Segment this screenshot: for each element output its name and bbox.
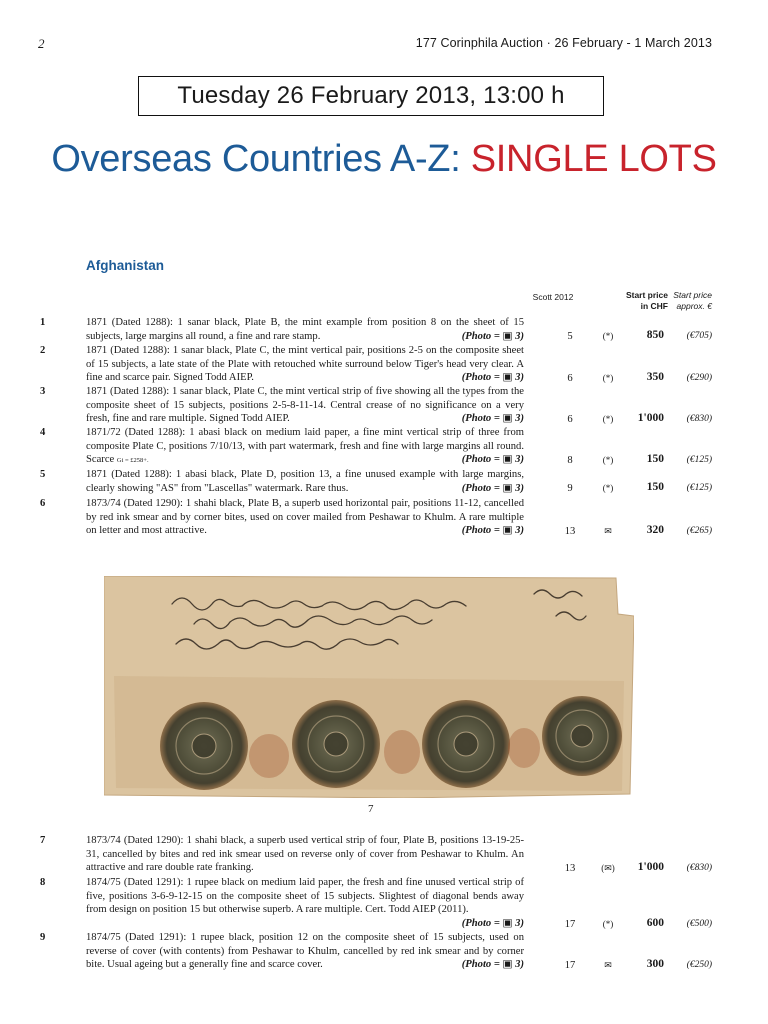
column-head-scott: Scott 2012: [532, 292, 574, 302]
lot-description: [86, 876, 524, 930]
start-price: 150: [646, 453, 664, 465]
photo-reference: (Photo = ▣ 3): [461, 482, 524, 494]
photo-reference: (Photo = ▣ 3): [461, 413, 524, 424]
lot-description: [86, 385, 524, 426]
lot-description: [86, 426, 524, 468]
start-price: 1'000: [637, 861, 664, 873]
photo-reference: (Photo = ▣ 3): [461, 454, 524, 465]
lot-description: [86, 931, 524, 972]
lot-text: 1874/75 (Dated 1291): 1 rupee black, position 12 on the composite sheet of 15 subjects, used on reverse of cover (with contents) from Peshawar to Khulm, cancelled by red ink smear and by corner bite. Usual ageing but a generally fine and scarce cover.: [86, 932, 524, 970]
title-part-single-lots: SINGLE LOTS: [470, 138, 717, 180]
figure-caption: 7: [368, 803, 374, 815]
approx-euro: (€265): [686, 526, 712, 536]
approx-label: Start price: [673, 290, 712, 300]
lot-description: [86, 497, 524, 538]
lot-number: 4: [40, 427, 46, 438]
scott-number: 17: [564, 919, 576, 930]
start-price-unit: in CHF: [640, 301, 668, 311]
lot-description: [86, 316, 524, 343]
envelope-icon: ✉: [604, 960, 612, 970]
approx-euro: (€500): [686, 919, 712, 929]
scott-number: 9: [567, 483, 573, 494]
scott-number: 13: [564, 863, 576, 874]
photo-reference: (Photo = ▣ 3): [461, 330, 524, 342]
lot-text: 1873/74 (Dated 1290): 1 shahi black, a superb used vertical strip of four, Plate B, positions 13-19-25-31, cancelled by bites and red ink smear used on reverse only of cover from Peshawar to Khulm. An attractive and rare double rate franking.: [86, 835, 524, 873]
photo-reference: (Photo = ▣ 3): [461, 959, 524, 970]
condition-symbol: (*): [602, 483, 614, 493]
start-price: 1'000: [637, 412, 664, 424]
lot-text: 1871/72 (Dated 1288): 1 abasi black on medium laid paper, a fine mint vertical strip of three from composite Plate C, positions 7/10/13, with part watermark, fresh and fine with large margins all round. Scarce: [86, 427, 524, 465]
condition-symbol: (*): [602, 919, 614, 929]
photo-reference: (Photo = ▣ 3): [461, 372, 524, 383]
scott-number: 6: [567, 373, 573, 384]
lot-text: 1871 (Dated 1288): 1 abasi black, Plate D, position 13, a fine unused example with large margins, clearly showing "AS" from "Lascellas" watermark. Rare thus.: [86, 469, 524, 494]
start-price: 350: [646, 371, 664, 383]
approx-euro: (€290): [686, 373, 712, 383]
lot-number: 7: [40, 835, 46, 846]
lot-text: 1873/74 (Dated 1290): 1 shahi black, Plate B, a superb used horizontal pair, positions 11-12, cancelled by red ink smear and by corner bites, used on cover mailed from Peshawar to Khulm. A rare multiple on letter and most attractive.: [86, 498, 524, 536]
date-banner: [138, 76, 604, 116]
lot-number: 8: [40, 877, 46, 888]
lot-text: 1871 (Dated 1288): 1 sanar black, Plate C, the mint vertical strip of five showing all the types from the composite sheet of 15 subjects, positions 2-5-8-11-14. Central crease of no significance on a very fresh, fine and rare multiple. Signed Todd AIEP.: [86, 386, 524, 424]
lot-description: [86, 834, 524, 875]
start-price: 320: [646, 524, 664, 536]
date-banner-text: Tuesday 26 February 2013, 13:00 h: [177, 82, 565, 109]
start-price: 150: [646, 481, 664, 493]
lot-number: 1: [40, 317, 46, 328]
cover-photo: [104, 576, 634, 798]
scott-number: 17: [564, 960, 576, 971]
lot-text: 1871 (Dated 1288): 1 sanar black, Plate B, the mint example from position 8 on the sheet of 15 subjects, large margins all round, a fine and rare stamp.: [86, 317, 524, 342]
lot-number: 2: [40, 345, 46, 356]
title-part-countries: Overseas Countries A-Z:: [51, 138, 471, 180]
lot-description: [86, 344, 524, 385]
lot-number: 5: [40, 469, 46, 480]
start-price: 300: [646, 958, 664, 970]
photo-reference: (Photo = ▣ 3): [461, 525, 524, 536]
envelope-icon: ✉: [604, 526, 612, 536]
approx-unit: approx. €: [676, 301, 712, 311]
lot-text: 1871 (Dated 1288): 1 sanar black, Plate C, the mint vertical pair, positions 2-5 on the composite sheet of 15 subjects, a late state of the Plate with retouched white surround below Tiger's head very clear. A fine and scarce pair. Signed Todd AIEP.: [86, 345, 524, 383]
approx-euro: (€705): [686, 331, 712, 341]
scott-number: 8: [567, 455, 573, 466]
catalogue-value: Gi = £258+.: [116, 457, 149, 464]
section-heading: Afghanistan: [86, 258, 165, 273]
condition-symbol: (*): [602, 455, 614, 465]
scott-number: 5: [567, 331, 573, 342]
start-price: 600: [646, 917, 664, 929]
lot-number: 3: [40, 386, 46, 397]
condition-symbol: (*): [602, 331, 614, 341]
start-price-label: Start price: [625, 290, 668, 300]
start-price: 850: [646, 329, 664, 341]
approx-euro: (€830): [686, 414, 712, 424]
lot-number: 9: [40, 932, 46, 943]
photo-reference: (Photo = ▣ 3): [461, 917, 524, 929]
approx-euro: (€830): [686, 863, 712, 873]
column-head-start-price: [612, 290, 668, 312]
approx-euro: (€125): [686, 483, 712, 493]
running-head: 177 Corinphila Auction · 26 February - 1 March 2013: [415, 36, 712, 50]
condition-symbol: (*): [602, 373, 614, 383]
envelope-icon: (✉): [601, 863, 615, 873]
approx-euro: (€125): [686, 455, 712, 465]
lot-text: 1874/75 (Dated 1291): 1 rupee black on medium laid paper, the fresh and fine unused vertical strip of five, positions 3-6-9-12-15 on the composite sheet of 15 subjects. Slightest of diagonal bends away from design on position 15 but otherwise superb. A rare multiple. Cert. Todd AIEP (2011).: [86, 877, 524, 915]
page-number: 2: [38, 36, 45, 51]
approx-euro: (€250): [686, 960, 712, 970]
lot-description: [86, 468, 524, 495]
page-title: [0, 138, 768, 181]
condition-symbol: (*): [602, 414, 614, 424]
lot-number: 6: [40, 498, 46, 509]
column-head-approx: [672, 290, 712, 312]
scott-number: 13: [564, 526, 576, 537]
scott-number: 6: [567, 414, 573, 425]
